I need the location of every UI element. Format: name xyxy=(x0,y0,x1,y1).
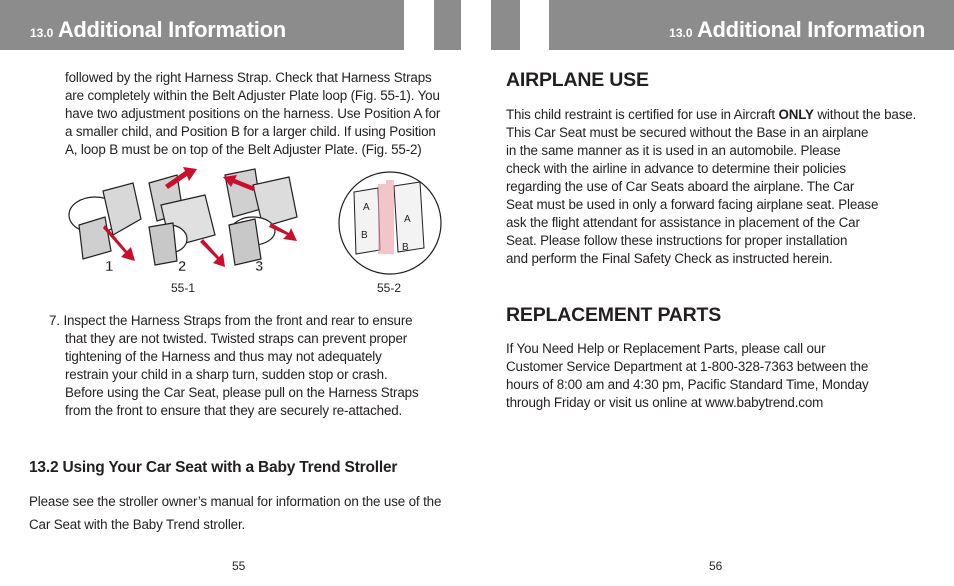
loop-label: B xyxy=(402,242,409,253)
airplane-use-title: AIRPLANE USE xyxy=(506,69,649,91)
text-line: Seat must be used in only a forward facing airplane seat. Please xyxy=(506,197,879,212)
parts-paragraph xyxy=(506,340,869,412)
header-divider-block xyxy=(434,0,461,50)
intro-paragraph xyxy=(65,69,440,159)
replacement-parts-title: REPLACEMENT PARTS xyxy=(506,304,722,326)
text-line: hours of 8:00 am and 4:30 pm, Pacific Standard Time, Monday xyxy=(506,377,869,392)
step-number: 3 xyxy=(255,258,264,275)
text-line: Seat. Please follow these instructions for proper installation xyxy=(506,233,848,248)
text-line: from the front to ensure that they are securely re-attached. xyxy=(65,403,403,418)
step7-paragraph xyxy=(49,312,419,420)
left-page-header xyxy=(0,0,404,50)
text-line: restrain your child in a sharp turn, sudden stop or crash. xyxy=(65,367,388,382)
text-line: in the same manner as it is used in an automobile. Please xyxy=(506,143,841,158)
section-title: 13.2 Using Your Car Seat with a Baby Trend Stroller xyxy=(29,459,398,476)
figure-caption: 55-1 xyxy=(171,281,196,295)
loop-label: A xyxy=(363,202,370,213)
harness-loop xyxy=(354,188,380,254)
loop-label: B xyxy=(361,230,368,241)
text-line: have two adjustment positions on the harness. Use Position A for xyxy=(65,106,441,121)
text-line: regarding the use of Car Seats aboard the airplane. The Car xyxy=(506,179,855,194)
page-number: 55 xyxy=(232,559,246,573)
harness-strap-illustration xyxy=(65,165,305,277)
airplane-paragraph xyxy=(506,106,916,268)
emphasis-only: ONLY xyxy=(778,107,814,122)
text-line: If You Need Help or Replacement Parts, please call our xyxy=(506,341,826,356)
text-line: Car Seat with the Baby Trend stroller. xyxy=(29,517,246,532)
page-number: 56 xyxy=(709,559,723,573)
stroller-paragraph xyxy=(29,490,441,536)
text-line: This child restraint is certified for use in Aircraft ONLY without the base. xyxy=(506,107,917,122)
text-line: through Friday or visit us online at www.babytrend.com xyxy=(506,395,824,410)
text-line: Before using the Car Seat, please pull on the Harness Straps xyxy=(65,385,419,400)
text-line: A, loop B must be on top of the Belt Adjuster Plate. (Fig. 55-2) xyxy=(65,142,422,157)
step-number: 1 xyxy=(105,258,114,275)
center-strap xyxy=(378,184,386,254)
step-number: 2 xyxy=(178,258,187,275)
harness-strap xyxy=(149,223,177,265)
text-line: followed by the right Harness Strap. Check that Harness Straps xyxy=(65,70,432,85)
harness-strap xyxy=(79,217,111,259)
text-line: Customer Service Department at 1-800-328-7363 between the xyxy=(506,359,869,374)
text-line: a smaller child, and Position B for a larger child. If using Position xyxy=(65,124,436,139)
text-line: This Car Seat must be secured without the Base in an airplane xyxy=(506,125,869,140)
text-line: tightening of the Harness and thus may not adequately xyxy=(65,349,382,364)
text-line: Please see the stroller owner’s manual for information on the use of the xyxy=(29,494,442,509)
header-divider-block xyxy=(491,0,520,50)
left-header-title: 13.0 Additional Information xyxy=(30,17,286,42)
red-arrow xyxy=(200,239,225,267)
text-line: check with the airline in advance to determine their policies xyxy=(506,161,846,176)
text-line: that they are not twisted. Twisted straps can prevent proper xyxy=(65,331,408,346)
right-page-header xyxy=(549,0,954,50)
text-line: are completely within the Belt Adjuster Plate loop (Fig. 55-1). You xyxy=(65,88,440,103)
center-strap xyxy=(386,180,394,254)
loop-label: A xyxy=(404,214,411,225)
text-line: 7. Inspect the Harness Straps from the front and rear to ensure xyxy=(49,313,413,328)
text-line: ask the flight attendant for assistance in placement of the Car xyxy=(506,215,860,230)
loop-position-illustration xyxy=(336,170,444,276)
figure-caption: 55-2 xyxy=(377,281,402,295)
text-line: and perform the Final Safety Check as instructed herein. xyxy=(506,251,833,266)
right-header-title: 13.0 Additional Information xyxy=(669,17,925,42)
